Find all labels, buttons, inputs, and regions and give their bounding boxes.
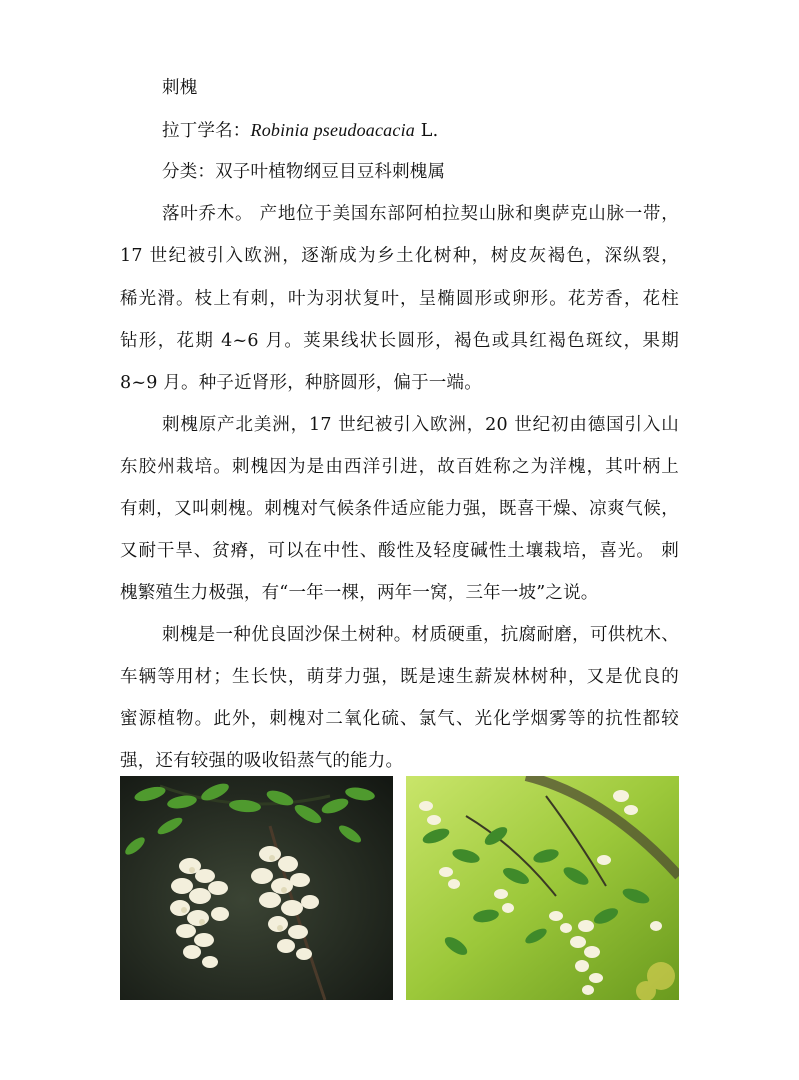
doc-title: 刺槐 xyxy=(162,78,198,98)
para3-line: 刺槐是一种优良固沙保土树种。材质硬重，抗腐耐磨，可供枕木、 xyxy=(162,625,679,645)
para3-line: 蜜源植物。此外，刺槐对二氧化硫、氯气、光化学烟雾等的抗性都较 xyxy=(120,709,679,729)
para2-line: 又耐干旱、贫瘠，可以在中性、酸性及轻度碱性土壤栽培，喜光。 刺 xyxy=(120,541,679,561)
para1-line: 稀光滑。枝上有刺，叶为羽状复叶，呈椭圆形或卵形。花芳香，花柱 xyxy=(120,289,679,309)
para2-line: 槐繁殖生力极强，有“一年一棵，两年一窝，三年一坡”之说。 xyxy=(120,583,599,603)
para2-line: 有刺，又叫刺槐。刺槐对气候条件适应能力强，既喜干燥、凉爽气候， xyxy=(120,499,679,519)
locust-flower-photo-dark xyxy=(120,776,393,1000)
para1-line: 17 世纪被引入欧洲，逐渐成为乡土化树种，树皮灰褐色，深纵裂， xyxy=(120,246,679,266)
classification-line: 分类：双子叶植物纲豆目豆科刺槐属 xyxy=(162,162,446,182)
para1-line: 钻形，花期 4~6 月。荚果线状长圆形，褐色或具红褐色斑纹，果期 xyxy=(120,331,679,351)
para2-line: 刺槐原产北美洲，17 世纪被引入欧洲，20 世纪初由德国引入山 xyxy=(162,415,679,435)
locust-flower-photo-green xyxy=(406,776,679,1000)
para3-line: 车辆等用材；生长快，萌芽力强，既是速生薪炭林树种，又是优良的 xyxy=(120,667,679,687)
latin-name-label: 拉丁学名： xyxy=(162,121,251,141)
para2-line: 东胶州栽培。刺槐因为是由西洋引进，故百姓称之为洋槐，其叶柄上 xyxy=(120,457,679,477)
para1-line: 8~9 月。种子近肾形，种脐圆形，偏于一端。 xyxy=(120,373,482,393)
latin-author: L. xyxy=(414,121,439,141)
para1-line: 落叶乔木。 产地位于美国东部阿柏拉契山脉和奥萨克山脉一带， xyxy=(162,204,679,224)
para3-line: 强，还有较强的吸收铅蒸气的能力。 xyxy=(120,751,404,771)
latin-binomial: Robinia pseudoacacia xyxy=(250,120,415,140)
latin-name-line xyxy=(162,118,438,143)
